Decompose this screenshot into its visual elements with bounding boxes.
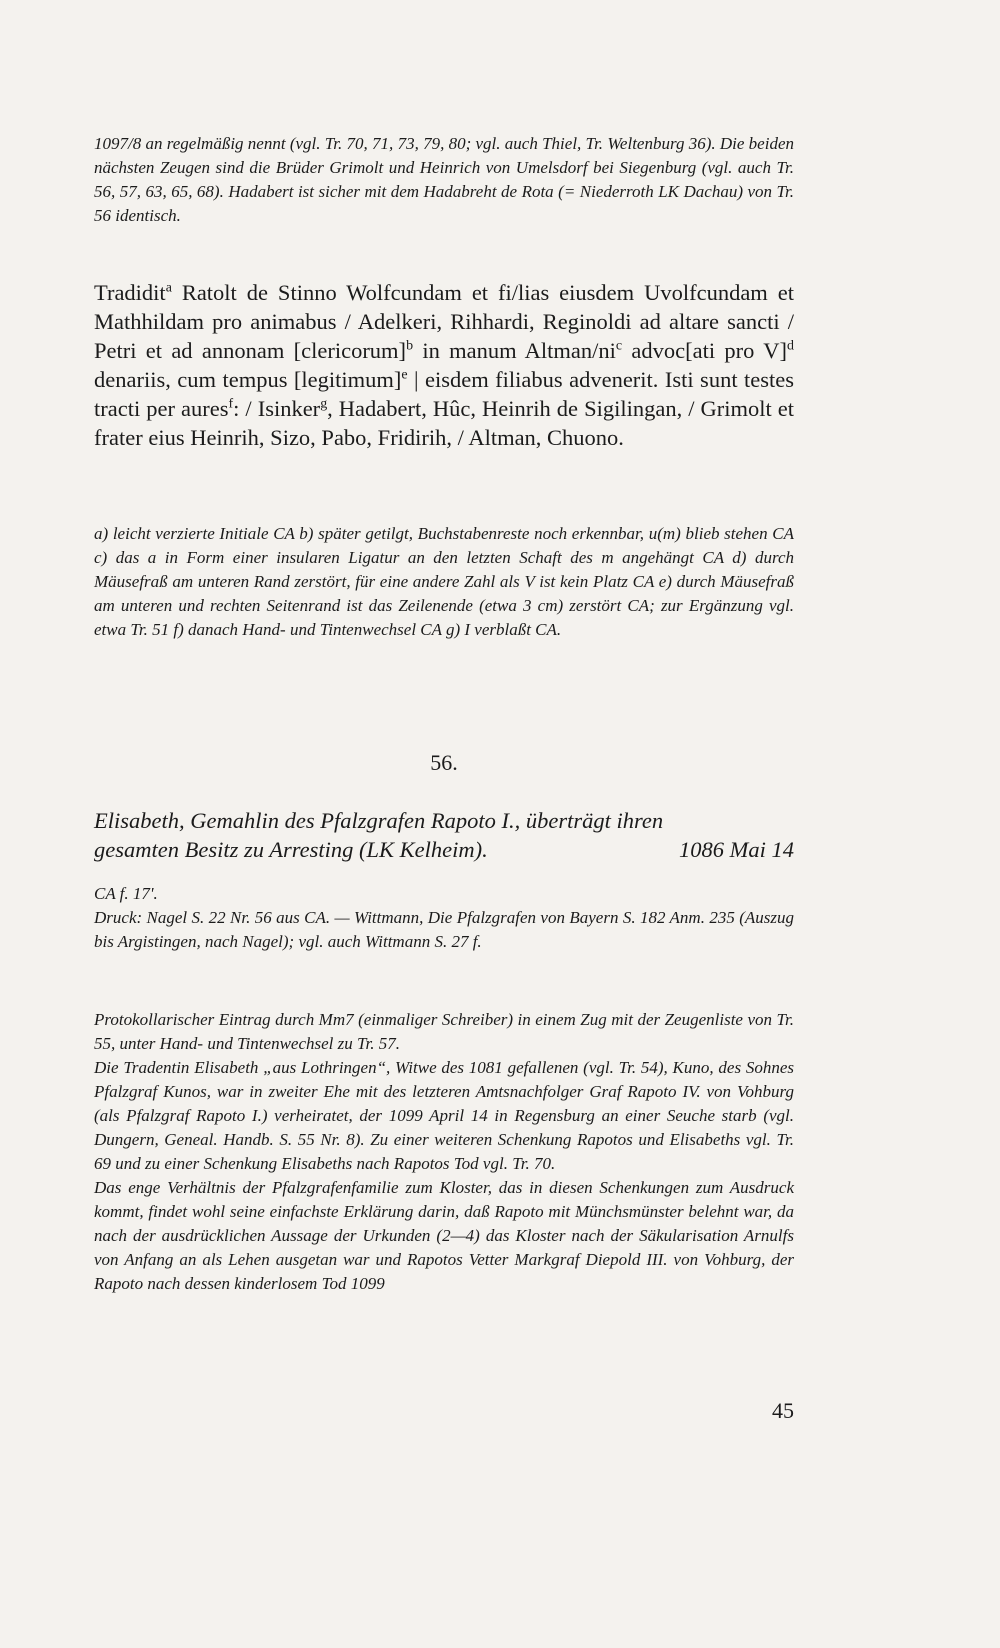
commentary-paragraph-3: Das enge Verhältnis der Pfalzgrafenfamilie zum Kloster, das in diesen Schenkungen zum Ausdruck kommt, findet wohl seine einfachste Erklärung darin, daß Rapoto mit Münchsmünster belehnt war, da nach der ausdrücklichen Aussage der Urkunden (2—4) das Kloster nach der Säkularisation Arnulfs von Anfang an als Lehen ausgetan war und Rapotos Vetter Markgraf Diepold III. von Vohburg, der Rapoto nach dessen kinderlosem Tod 1099	[94, 1178, 794, 1293]
commentary-paragraph-1: Protokollarischer Eintrag durch Mm7 (einmaliger Schreiber) in einem Zug mit der Zeugenliste von Tr. 55, unter Hand- und Tintenwechsel zu Tr. 57.	[94, 1010, 794, 1053]
page-number: 45	[772, 1398, 794, 1423]
source-line: CA f. 17'.	[94, 884, 158, 903]
title-date: 1086 Mai 14	[679, 837, 794, 862]
intro-commentary: 1097/8 an regelmäßig nennt (vgl. Tr. 70, 71, 73, 79, 80; vgl. auch Thiel, Tr. Weltenburg 36). Die beiden nächsten Zeugen sind die Brüder Grimolt und Heinrich von Umelsdorf bei Siegenburg (vgl. auch Tr. 56, 57, 63, 65, 68). Hadabert ist sicher mit dem Hadabreht de Rota (= Niederroth LK Dachau) von Tr. 56 identisch.	[94, 134, 794, 225]
charter-text: Tradidit$^a$ Ratolt de Stinno Wolfcundam et fi/lias eiusdem Uvolfcundam et Mathhildam pro animabus / Adelkeri, Rihhardi, Reginoldi ad altare sancti / Petri et ad annonam [clericorum]$^b$ in manum Altman/$ni^c$ advoc[ati pro V]$^d$ denariis, cum tempus [legitimum]$^e$ | eisdem filiabus advenerit. Isti sunt testes tracti per aures$^f$: / Isinker$^g$, Hadabert, Hûc, Heinrih de Sigilingan, / Grimolt et frater eius Heinrih, Sizo, Pabo, Fridirih, / Altman, Chuono.	[94, 280, 795, 450]
section-title	[94, 806, 794, 864]
source-block	[94, 882, 794, 954]
footnotes: a) leicht verzierte Initiale CA b) später getilgt, Buchstabenreste noch erkennbar, u(m) blieb stehen CA c) das a in Form einer insularen Ligatur an den letzten Schaft des m angehängt CA d) durch Mäusefraß am unteren Rand zerstört, für eine andere Zahl als V ist kein Platz CA e) durch Mäusefraß am unteren und rechten Seitenrand ist das Zeilenende (etwa 3 cm) zerstört CA; zur Ergänzung vgl. etwa Tr. 51 f) danach Hand- und Tintenwechsel CA g) I verblaßt CA.	[94, 524, 794, 639]
title-line-1: Elisabeth, Gemahlin des Pfalzgrafen Rapoto I., überträgt ihren	[94, 808, 664, 833]
section-number: 56.	[430, 750, 458, 775]
commentary-paragraph-2: Die Tradentin Elisabeth „aus Lothringen“, Witwe des 1081 gefallenen (vgl. Tr. 54), Kuno, des Sohnes Pfalzgraf Kunos, war in zweiter Ehe mit des letzteren Amtsnachfolger Graf Rapoto IV. von Vohburg (als Pfalzgraf Rapoto I.) verheiratet, der 1099 April 14 in Regensburg an einer Seuche starb (vgl. Dungern, Geneal. Handb. S. 55 Nr. 8). Zu einer weiteren Schenkung Rapotos und Elisabeths vgl. Tr. 69 und zu einer Schenkung Elisabeths nach Rapotos Tod vgl. Tr. 70.	[94, 1058, 794, 1173]
print-note: Druck: Nagel S. 22 Nr. 56 aus CA. — Wittmann, Die Pfalzgrafen von Bayern S. 182 Anm. 235 (Auszug bis Argistingen, nach Nagel); vgl. auch Wittmann S. 27 f.	[94, 908, 794, 951]
title-line-2: gesamten Besitz zu Arresting (LK Kelheim).	[94, 837, 488, 862]
document-page	[94, 0, 794, 1648]
commentary	[94, 1008, 794, 1296]
